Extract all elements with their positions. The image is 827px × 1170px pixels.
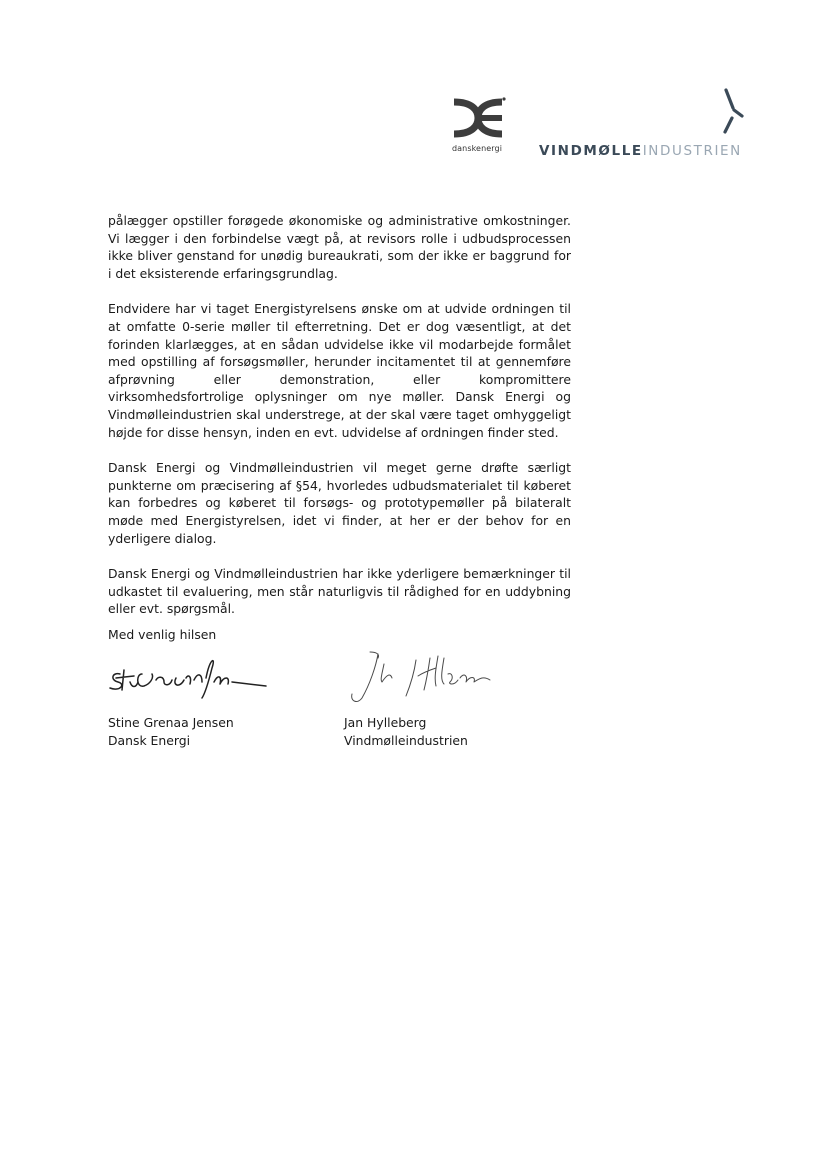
signatory-organization: Vindmølleindustrien xyxy=(344,733,468,748)
letter-body xyxy=(108,212,571,636)
dansk-energi-wordmark: danskenergi xyxy=(451,144,503,153)
closing-greeting: Med venlig hilsen xyxy=(108,627,217,642)
wordmark-dark: VINDMØLLE xyxy=(539,143,643,159)
signature-jan-hylleberg xyxy=(340,650,500,706)
signatory-organization: Dansk Energi xyxy=(108,733,191,748)
wordmark-light: INDUSTRIEN xyxy=(642,143,742,159)
signatory-block xyxy=(108,714,234,750)
signatory-name: Stine Grenaa Jensen xyxy=(108,715,234,730)
paragraph: Endvidere har vi taget Energistyrelsens ønske om at udvide ordningen til at omfatte 0-serie møller til efterretning. Det er dog væsentligt, at det forinden klarlægges, at en sådan udvidelse ikke vil modarbejde formålet med opstilling af forsøgsmøller, herunder incitamentet til at gennemføre afprøvning eller demonstration, eller kompromittere virksomhedsfortrolige oplysninger om nye møller. Dansk Energi og Vindmølleindustrien skal understrege, at der skal være taget omhyggeligt højde for disse hensyn, inden en evt. udvidelse af ordningen finder sted. xyxy=(108,301,571,440)
paragraph: Dansk Energi og Vindmølleindustrien vil meget gerne drøfte særligt punkterne om præcisering af §54, hvorledes udbudsmaterialet til køberet kan forbedres og køberet til forsøgs- og prototypemøller på bilateralt møde med Energistyrelsen, idet vi finder, at her er der behov for en yderligere dialog. xyxy=(108,460,571,546)
paragraph: Dansk Energi og Vindmølleindustrien har ikke yderligere bemærkninger til udkastet til evaluering, men står naturligvis til rådighed for en uddybning eller evt. spørgsmål. xyxy=(108,566,571,617)
signature-stine-grenaa-jensen xyxy=(106,652,271,700)
vindmolleindustrien-logo xyxy=(537,88,742,160)
paragraph: pålægger opstiller forøgede økonomiske og administrative omkostninger. Vi lægger i den forbindelse vægt på, at revisors rolle i udbudsprocessen ikke bliver genstand for unødig bureaukrati, som der ikke er baggrund for i det eksisterende erfaringsgrundlag. xyxy=(108,213,571,281)
dansk-energi-mark-icon xyxy=(450,96,506,140)
signatory-block xyxy=(344,714,468,750)
dansk-energi-logo xyxy=(446,96,508,158)
signatory-name: Jan Hylleberg xyxy=(344,715,427,730)
wind-turbine-icon xyxy=(721,88,745,138)
vindmolleindustrien-wordmark xyxy=(539,143,742,159)
